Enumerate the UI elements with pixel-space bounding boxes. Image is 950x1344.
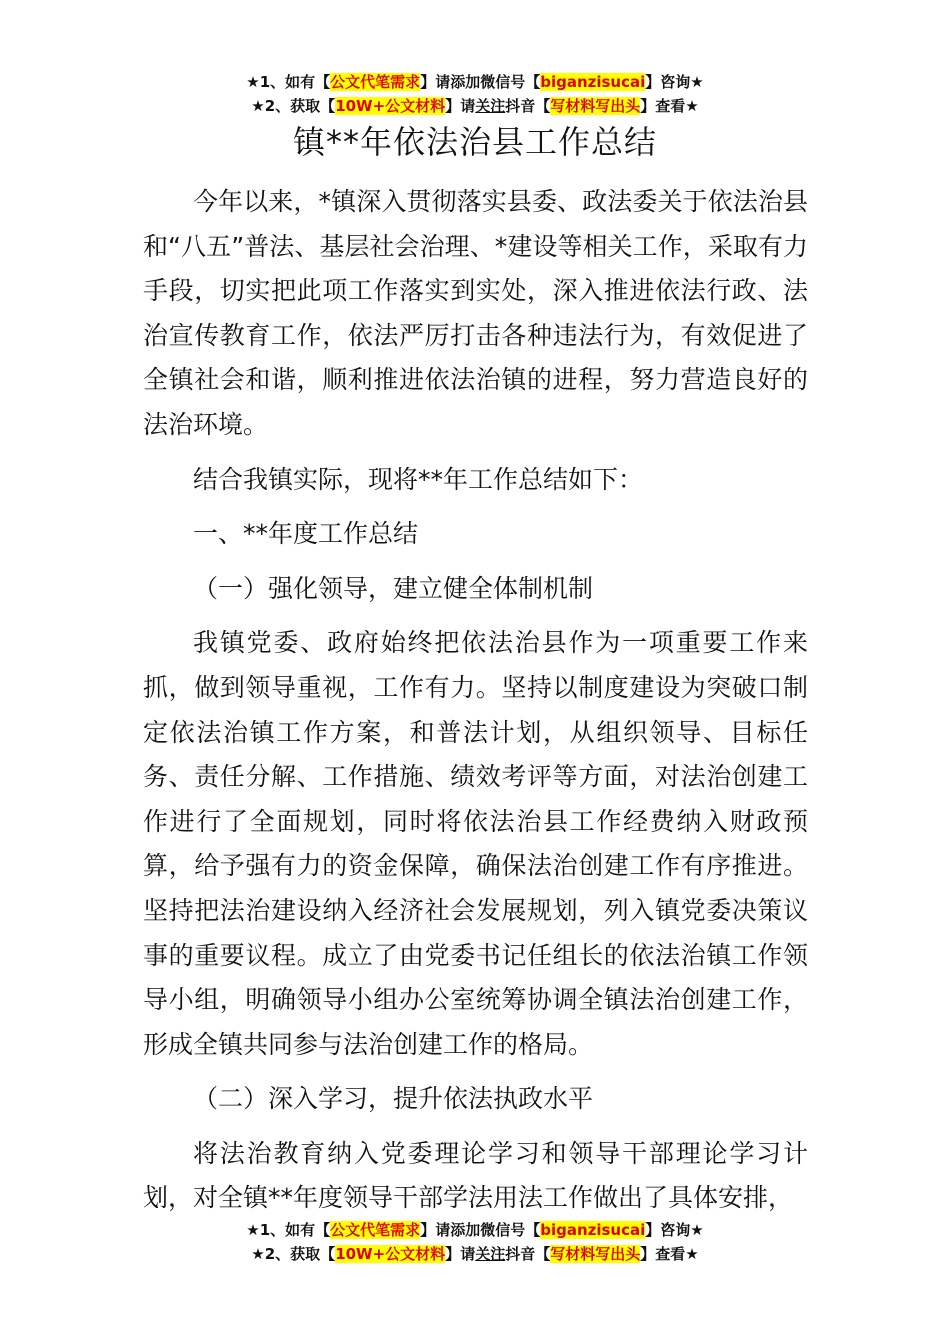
paragraph-intro: 今年以来，*镇深入贯彻落实县委、政法委关于依法治县和“八五”普法、基层社会治理、*建设等相关工作，采取有力手段，切实把此项工作落实到实处，深入推进依法行政、法治宣传教育工作，依法严厉打击各种违法行为，有效促进了全镇社会和谐，顺利推进依法治镇的进程，努力营造良好的法治环境。 [143, 187, 808, 439]
banner-line-2: ★2、获取【10W+公文材料】请关注抖音【写材料写出头】查看★ [251, 97, 699, 115]
paragraph-study: 将法治教育纳入党委理论学习和领导干部理论学习计划，对全镇**年度领导干部学法用法工作做出了具体安排， [143, 1138, 808, 1213]
banner-highlight-douyin: 写材料写出头 [550, 1245, 641, 1263]
banner-line-1: ★1、如有【公文代笔需求】请添加微信号【biganzisucai】咨询★ [246, 73, 704, 91]
subsection-heading-2: （二）深入学习，提升依法执政水平 [193, 1084, 594, 1114]
paragraph-summary-lead: 结合我镇实际，现将**年工作总结如下： [193, 464, 644, 494]
banner-highlight-wechat: biganzisucai [540, 1221, 646, 1239]
banner-line-1-bottom: ★1、如有【公文代笔需求】请添加微信号【biganzisucai】咨询★ [246, 1221, 704, 1239]
top-banner [0, 70, 950, 118]
banner-highlight-douyin: 写材料写出头 [550, 97, 641, 115]
banner-highlight-materials: 10W+公文材料 [335, 97, 446, 115]
document-title: 镇**年依法治县工作总结 [292, 123, 657, 161]
banner-highlight-service: 公文代笔需求 [330, 73, 421, 91]
paragraph-leadership: 我镇党委、政府始终把依法治县作为一项重要工作来抓，做到领导重视，工作有力。坚持以制度建设为突破口制定依法治镇工作方案，和普法计划，从组织领导、目标任务、责任分解、工作措施、绩效考评等方面，对法治创建工作进行了全面规划，同时将依法治县工作经费纳入财政预算，给予强有力的资金保障，确保法治创建工作有序推进。坚持把法治建设纳入经济社会发展规划，列入镇党委决策议事的重要议程。成立了由党委书记任组长的依法治镇工作领导小组，明确领导小组办公室统筹协调全镇法治创建工作，形成全镇共同参与法治创建工作的格局。 [143, 628, 808, 1059]
document-body [143, 180, 808, 1221]
banner-highlight-wechat: biganzisucai [540, 73, 646, 91]
section-heading-1: 一、**年度工作总结 [193, 519, 419, 549]
bottom-banner [0, 1218, 950, 1266]
banner-highlight-materials: 10W+公文材料 [335, 1245, 446, 1263]
banner-highlight-service: 公文代笔需求 [330, 1221, 421, 1239]
subsection-heading-1: （一）强化领导，建立健全体制机制 [193, 573, 594, 603]
banner-line-2-bottom: ★2、获取【10W+公文材料】请关注抖音【写材料写出头】查看★ [251, 1245, 699, 1263]
